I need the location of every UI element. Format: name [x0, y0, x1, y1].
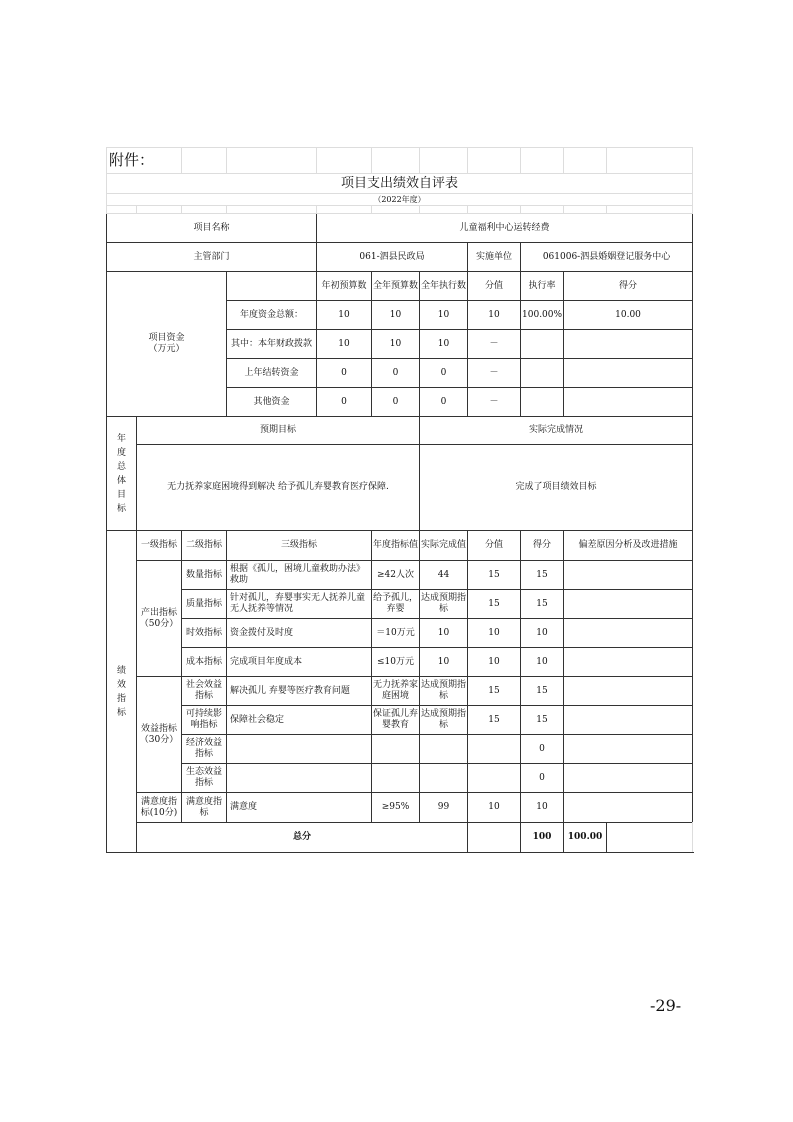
header-score: 分值 [468, 531, 521, 561]
project-name: 儿童福利中心运转经费 [317, 214, 693, 243]
dept-value: 061-泗县民政局 [317, 243, 468, 272]
project-name-label: 项目名称 [107, 214, 317, 243]
expected-goal: 无力抚养家庭困境得到解决 给予孤儿弃婴教育医疗保障. [137, 445, 420, 531]
satisfaction-label: 满意度指标(10分) [137, 793, 182, 823]
page-number: -29- [650, 996, 682, 1015]
header-l2: 二级指标 [182, 531, 227, 561]
indicators-side-label: 绩 效 指 标 [107, 531, 137, 853]
header-actual: 实际完成值 [420, 531, 468, 561]
funds-header: 年初预算数 [317, 272, 372, 301]
self-evaluation-table [106, 147, 693, 853]
funds-header: 得分 [564, 272, 693, 301]
funds-row: 其中：本年财政拨款 10 10 10 － [107, 330, 693, 359]
header-l1: 一级指标 [137, 531, 182, 561]
header-got: 得分 [521, 531, 564, 561]
table-title: 项目支出绩效自评表 [107, 174, 693, 194]
attachment-label: 附件： [107, 148, 182, 174]
indicator-row: 可持续影响指标 保障社会稳定 保证孤儿弃婴教育 达成预期指标 15 15 [107, 706, 693, 735]
funds-row: 其他资金 0 0 0 － [107, 388, 693, 417]
funds-row: 年度资金总额： 10 10 10 10 100.00% 10.00 [107, 301, 693, 330]
output-label: 产出指标（50分） [137, 561, 182, 677]
actual-header: 实际完成情况 [420, 417, 693, 445]
indicator-row: 满意度指标(10分) 满意度指标 满意度 ≥95% 99 10 10 [107, 793, 693, 823]
indicator-row: 产出指标（50分） 数量指标 根据《孤儿，困境儿童救助办法》救助 ≥42人次 44 15 15 [107, 561, 693, 590]
impl-label: 实施单位 [468, 243, 521, 272]
total-score: 100 [521, 823, 564, 853]
indicator-row: 生态效益指标 0 [107, 764, 693, 793]
indicator-row: 成本指标 完成项目年度成本 ≤10万元 10 10 10 [107, 648, 693, 677]
expected-header: 预期目标 [137, 417, 420, 445]
indicator-row: 时效指标 资金拨付及时度 ＝10万元 10 10 10 [107, 619, 693, 648]
performance-sheet [106, 147, 692, 853]
actual-result: 完成了项目绩效目标 [420, 445, 693, 531]
indicator-row: 质量指标 针对孤儿，弃婴事实无人抚养儿童无人抚养等情况 给予孤儿，弃婴 达成预期指标 15 15 [107, 590, 693, 619]
indicator-row: 经济效益指标 0 [107, 735, 693, 764]
header-note: 偏差原因分析及改进措施 [564, 531, 693, 561]
total-label: 总分 [137, 823, 468, 853]
total-got: 100.00 [564, 823, 607, 853]
funds-row: 上年结转资金 0 0 0 － [107, 359, 693, 388]
funds-header: 分值 [468, 272, 521, 301]
header-l3: 三级指标 [227, 531, 372, 561]
header-target: 年度指标值 [372, 531, 420, 561]
funds-header: 全年预算数 [372, 272, 420, 301]
indicator-row: 效益指标（30分） 社会效益指标 解决孤儿 弃婴等医疗教育问题 无力抚养家庭困境 达成预期指标 15 15 [107, 677, 693, 706]
funds-header: 全年执行数 [420, 272, 468, 301]
dept-label: 主管部门 [107, 243, 317, 272]
impl-value: 061006-泗县婚姻登记服务中心 [521, 243, 693, 272]
funds-label: 项目资金 （万元） [107, 272, 227, 417]
total-row [107, 823, 693, 853]
benefit-label: 效益指标（30分） [137, 677, 182, 793]
funds-header: 执行率 [521, 272, 564, 301]
year-note: （2022年度） [107, 194, 693, 206]
goals-side-label: 年 度 总 体 目 标 [107, 417, 137, 531]
